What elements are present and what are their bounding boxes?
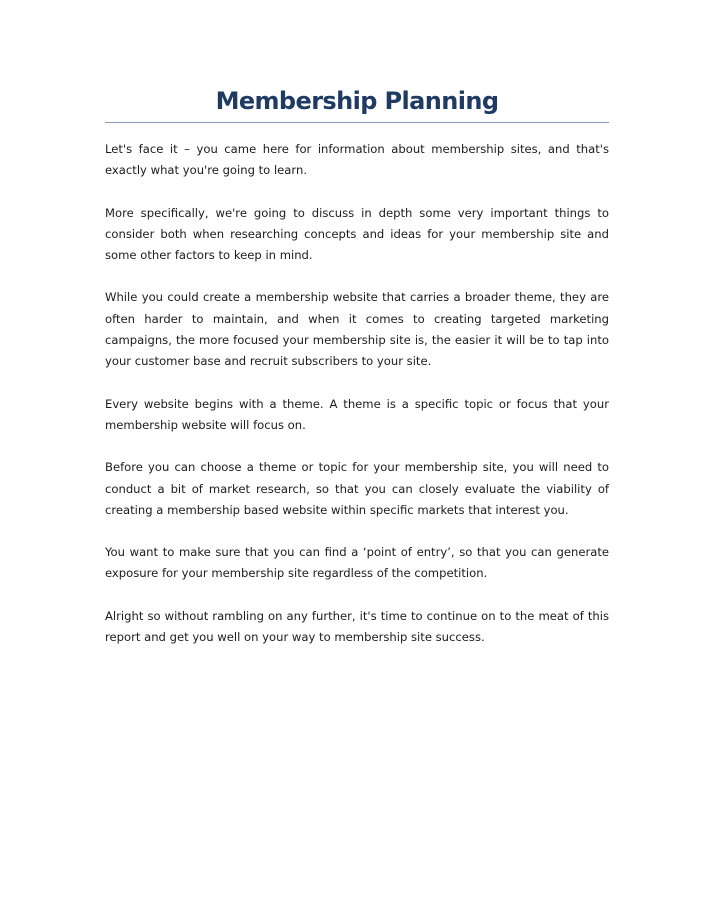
paragraph-6: You want to make sure that you can find a ‘point of entry’, so that you can generate exposure for your membership site regardless of the competition. bbox=[105, 545, 609, 581]
page-title: Membership Planning bbox=[215, 87, 499, 115]
paragraph-5: Before you can choose a theme or topic for your membership site, you will need to conduct a bit of market research, so that you can closely evaluate the viability of creating a membership based website within specific markets that interest you. bbox=[105, 460, 609, 517]
title-divider bbox=[105, 122, 609, 123]
paragraph-2: More specifically, we're going to discuss in depth some very important things to consider both when researching concepts and ideas for your membership site and some other factors to keep in mind. bbox=[105, 205, 609, 263]
document-body bbox=[105, 139, 609, 669]
paragraph-7: Alright so without rambling on any further, it's time to continue on to the meat of this report and get you well on your way to membership site success. bbox=[105, 608, 609, 645]
paragraph-4: Every website begins with a theme. A theme is a specific topic or focus that your membership website will focus on. bbox=[105, 396, 609, 432]
paragraph-1: Let's face it – you came here for information about membership sites, and that's exactly what you're going to learn. bbox=[105, 142, 609, 178]
paragraph-3: While you could create a membership website that carries a broader theme, they are often harder to maintain, and when it comes to creating targeted marketing campaigns, the more focused your membership site is, the easier it will be to tap into your customer base and recruit subscribers to your site. bbox=[105, 290, 609, 369]
